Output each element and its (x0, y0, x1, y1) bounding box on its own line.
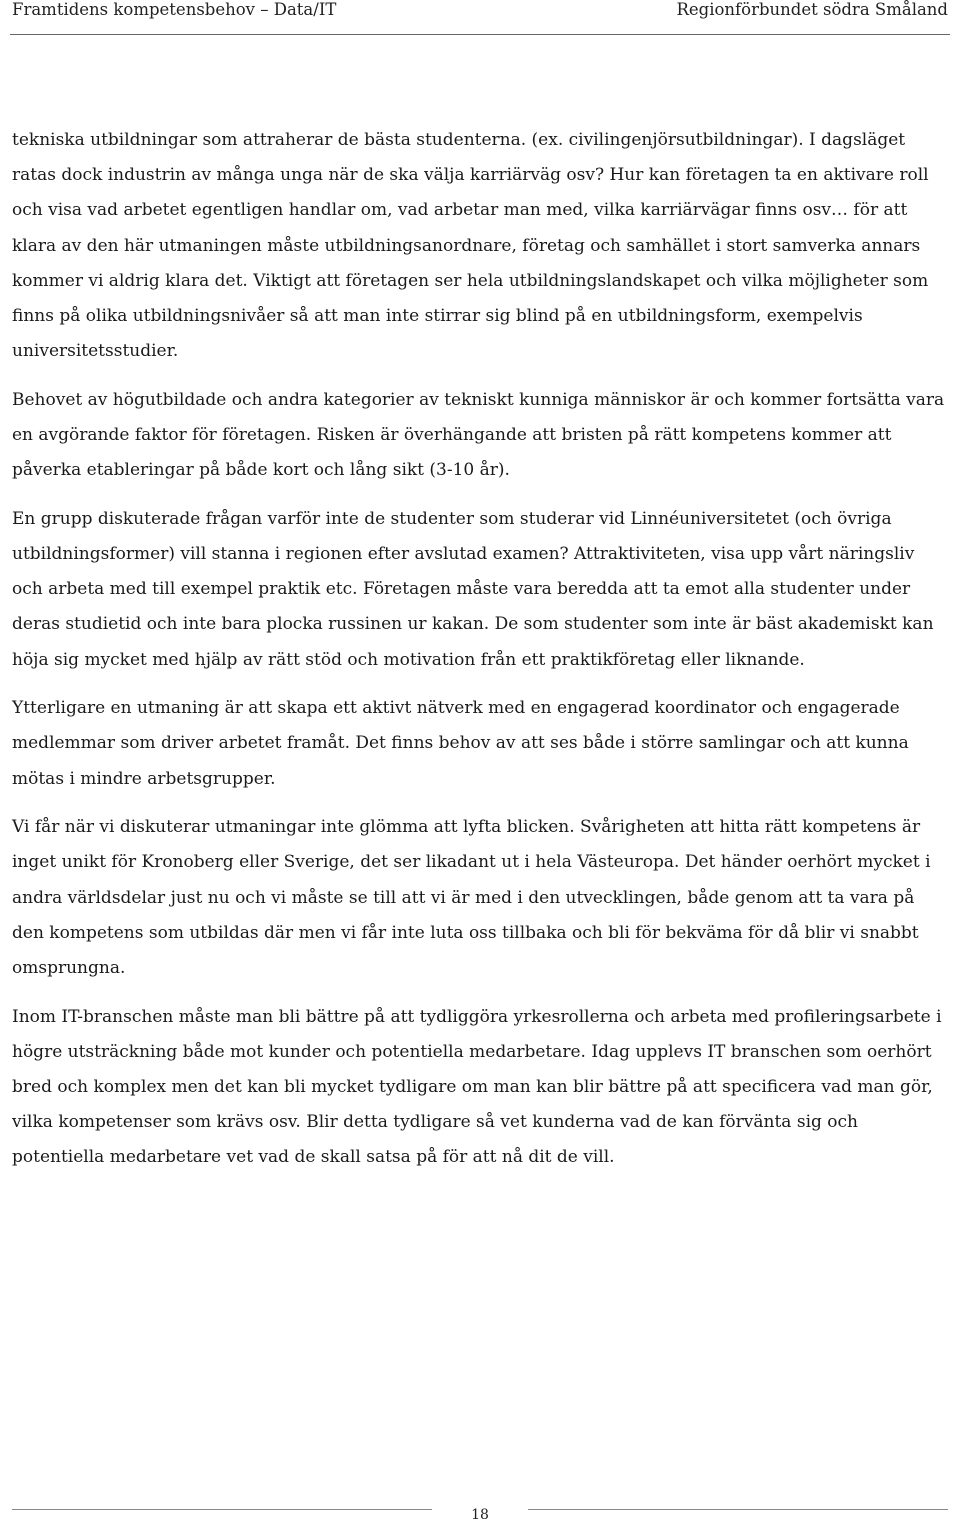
page-header (0, 0, 960, 36)
footer-divider-right (528, 1509, 948, 1510)
document-body (12, 123, 946, 1176)
paragraph-4: Ytterligare en utmaning är att skapa ett aktivt nätverk med en engagerad koordinator och engagerade medlemmar som driver arbetet framåt. Det finns behov av att ses både i större samlingar och att kunna mötas i mindre arbetsgrupper. (12, 698, 909, 789)
paragraph-1: tekniska utbildningar som attraherar de bästa studenterna. (ex. civilingenjörsutbildningar). I dagsläget ratas dock industrin av många unga när de ska välja karriärväg osv? Hur kan företagen ta en aktivare roll och visa vad arbetet egentligen handlar om, vad arbetar man med, vilka karriärvägar finns osv… för att klara av den här utmaningen måste utbildningsanordnare, företag och samhället i stort samverka annars kommer vi aldrig klara det. Viktigt att företagen ser hela utbildningslandskapet och vilka möjligheter som finns på olika utbildningsnivåer så att man inte stirrar sig blind på en utbildningsform, exempelvis universitetsstudier. (12, 130, 929, 362)
header-document-title: Framtidens kompetensbehov – Data/IT (12, 0, 337, 19)
paragraph-5: Vi får när vi diskuterar utmaningar inte glömma att lyfta blicken. Svårigheten att hitta rätt kompetens är inget unikt för Kronoberg eller Sverige, det ser likadant ut i hela Västeuropa. Det händer oerhört mycket i andra världsdelar just nu och vi måste se till att vi är med i den utvecklingen, både genom att ta vara på den kompetens som utbildas där men vi får inte luta oss tillbaka och bli för bekväma för då blir vi snabbt omsprungna. (12, 817, 931, 979)
footer-divider-left (12, 1509, 432, 1510)
paragraph-2: Behovet av högutbildade och andra kategorier av tekniskt kunniga människor är och kommer fortsätta vara en avgörande faktor för företagen. Risken är överhängande att bristen på rätt kompetens kommer att påverka etableringar på både kort och lång sikt (3-10 år). (12, 389, 945, 481)
page-number: 18 (471, 1507, 489, 1523)
paragraph-6: Inom IT-branschen måste man bli bättre på att tydliggöra yrkesrollerna och arbeta med profileringsarbete i högre utsträckning både mot kunder och potentiella medarbetare. Idag upplevs IT branschen som oerhört bred och komplex men det kan bli mycket tydligare om man kan blir bättre på att specificera vad man gör, vilka kompetenser som krävs osv. Blir detta tydligare så vet kunderna vad de kan förvänta sig och potentiella medarbetare vet vad de skall satsa på för att nå dit de vill. (12, 1006, 942, 1168)
header-organization: Regionförbundet södra Småland (676, 0, 948, 19)
paragraph-3: En grupp diskuterade frågan varför inte de studenter som studerar vid Linnéuniversitetet (och övriga utbildningsformer) vill stanna i regionen efter avslutad examen? Attraktiviteten, visa upp vårt näringsliv och arbeta med till exempel praktik etc. Företagen måste vara beredda att ta emot alla studenter under deras studietid och inte bara plocka russinen ur kakan. De som studenter som inte är bäst akademiskt kan höja sig mycket med hjälp av rätt stöd och motivation från ett praktikföretag eller liknande. (12, 508, 934, 670)
header-divider (10, 34, 950, 35)
